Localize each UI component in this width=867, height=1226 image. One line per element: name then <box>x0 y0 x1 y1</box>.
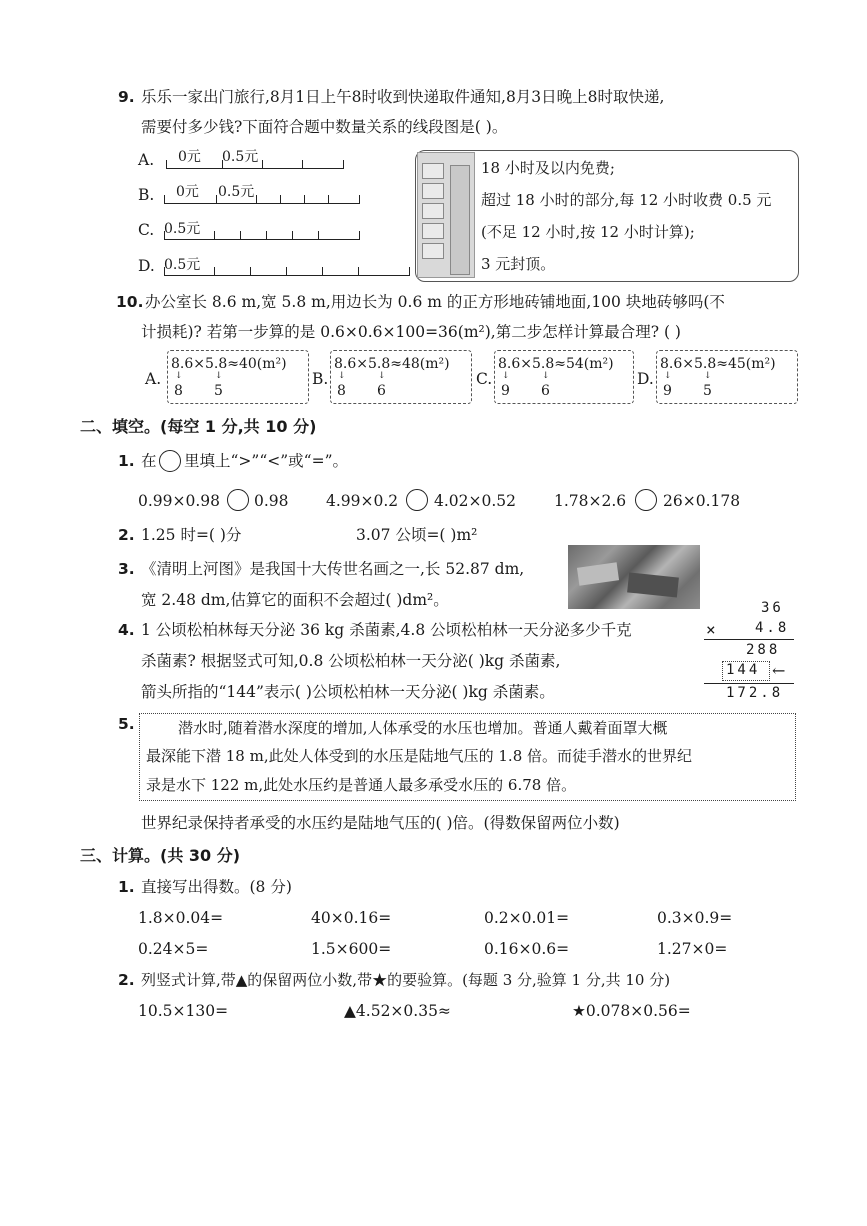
q9-option-a-tick <box>302 160 303 168</box>
q9-option-c-letter[interactable]: C. <box>138 221 155 239</box>
vertical-calc-item: ▲4.52×0.35≈ <box>344 1002 451 1020</box>
q9-option-d-tick <box>250 267 251 275</box>
vertical-row-1: 36 <box>761 600 784 616</box>
oral-calc-item: 0.3×0.9= <box>657 909 733 927</box>
arrow-left-icon: ← <box>772 661 786 680</box>
compare-left: 0.99×0.98 <box>138 492 221 510</box>
compare-circle <box>159 450 181 472</box>
pricing-rule-4: 3 元封顶。 <box>481 255 556 273</box>
q9-stem-line1: 乐乐一家出门旅行,8月1日上午8时收到快递取件通知,8月3日晚上8时取快递, <box>141 88 665 106</box>
s3-q1-title: 直接写出得数。(8 分) <box>141 878 292 896</box>
vertical-calc-item: 10.5×130= <box>138 1002 229 1020</box>
q10-option-b-expr: 8.6×5.8≈48(m²) <box>334 356 450 372</box>
s2-q2-a: 1.25 时=( )分 <box>141 526 242 544</box>
q9-option-d-tick <box>214 267 215 275</box>
compare-left: 1.78×2.6 <box>554 492 627 510</box>
q10-option-d-letter[interactable]: D. <box>637 370 654 388</box>
q9-option-c-tick <box>164 231 165 239</box>
oral-calc-item: 40×0.16= <box>311 909 392 927</box>
q10-option-c-digit: 6 <box>541 383 550 399</box>
arrow-down-icon: ↓ <box>175 371 183 381</box>
q9-option-b-tick <box>216 195 217 203</box>
s2-q3-line1: 《清明上河图》是我国十大传世名画之一,长 52.87 dm, <box>141 560 525 578</box>
compare-left: 4.99×0.2 <box>326 492 399 510</box>
section-2-title: 二、填空。(每空 1 分,共 10 分) <box>80 417 317 436</box>
s2-q5-box-line3: 录是水下 122 m,此处水压约是普通人最多承受水压的 6.78 倍。 <box>146 776 577 794</box>
compare-answer-circle[interactable] <box>635 489 657 511</box>
arrow-down-icon: ↓ <box>502 371 510 381</box>
q10-number: 10. <box>116 293 144 311</box>
s2-q1-number: 1. <box>118 452 135 470</box>
q9-option-b-tick <box>304 195 305 203</box>
q9-option-b-letter[interactable]: B. <box>138 186 155 204</box>
s2-q5-question: 世界纪录保持者承受的水压约是陆地气压的( )倍。(得数保留两位小数) <box>141 814 620 832</box>
s2-q5-box-line1: 潜水时,随着潜水深度的增加,人体承受的水压也增加。普通人戴着面罩大概 <box>178 719 668 737</box>
q10-option-a-digit: 8 <box>174 383 183 399</box>
s2-q4-line2: 杀菌素? 根据竖式可知,0.8 公顷松柏林一天分泌( )kg 杀菌素, <box>141 652 561 670</box>
q9-option-a-tick <box>222 160 223 168</box>
q9-option-a-letter[interactable]: A. <box>138 151 155 169</box>
q10-option-a-letter[interactable]: A. <box>145 370 162 388</box>
oral-calc-item: 1.27×0= <box>657 940 728 958</box>
s3-q2-number: 2. <box>118 971 135 989</box>
q9-option-a-tick <box>166 160 167 168</box>
q9-option-a-label-0: 0元 <box>178 149 201 165</box>
q10-option-c-expr: 8.6×5.8≈54(m²) <box>498 356 614 372</box>
vertical-line <box>704 683 794 684</box>
q10-stem-line2: 计损耗)? 若第一步算的是 0.6×0.6×100=36(m²),第二步怎样计算最合理? ( ) <box>141 323 681 341</box>
q10-option-d-digit: 9 <box>663 383 672 399</box>
oral-calc-item: 0.16×0.6= <box>484 940 570 958</box>
q9-option-b-tick <box>359 195 360 203</box>
q9-option-b-label-0: 0元 <box>176 184 199 200</box>
oral-calc-item: 1.8×0.04= <box>138 909 224 927</box>
s2-q4-line1: 1 公顷松柏林每天分泌 36 kg 杀菌素,4.8 公顷松柏林一天分泌多少千克 <box>141 621 632 639</box>
q9-option-c-tick <box>266 231 267 239</box>
s2-q4-number: 4. <box>118 621 135 639</box>
q9-stem-line2: 需要付多少钱?下面符合题中数量关系的线段图是( )。 <box>141 118 508 136</box>
s2-q3-number: 3. <box>118 560 135 578</box>
q10-option-b-letter[interactable]: B. <box>312 370 329 388</box>
q10-option-d-digit: 5 <box>703 383 712 399</box>
q9-option-d-tick <box>409 267 410 275</box>
compare-right: 4.02×0.52 <box>434 492 517 510</box>
vertical-line <box>704 639 794 640</box>
pricing-rule-2: 超过 18 小时的部分,每 12 小时收费 0.5 元 <box>481 191 772 209</box>
q9-option-b-tick <box>280 195 281 203</box>
s3-q1-number: 1. <box>118 878 135 896</box>
s2-q5-box-line2: 最深能下潜 18 m,此处人体受到的水压是陆地气压的 1.8 倍。而徒手潜水的世界纪 <box>146 747 693 765</box>
vertical-calc-item: ★0.078×0.56= <box>572 1002 691 1020</box>
q9-option-d-tick <box>164 267 165 275</box>
arrow-down-icon: ↓ <box>215 371 223 381</box>
oral-calc-item: 1.5×600= <box>311 940 392 958</box>
q9-option-d-letter[interactable]: D. <box>138 257 155 275</box>
s2-q3-line2: 宽 2.48 dm,估算它的面积不会超过( )dm²。 <box>141 591 449 609</box>
q9-option-d-segment <box>164 275 410 276</box>
s2-q1-post: 里填上“>”“<”或“=”。 <box>184 452 349 470</box>
arrow-down-icon: ↓ <box>378 371 386 381</box>
s2-q5-number: 5. <box>118 715 135 733</box>
s2-q2-number: 2. <box>118 526 135 544</box>
q10-option-d-expr: 8.6×5.8≈45(m²) <box>660 356 776 372</box>
multiply-sign: × <box>706 620 719 639</box>
q10-option-c-digit: 9 <box>501 383 510 399</box>
q9-option-a-tick <box>262 160 263 168</box>
q9-option-a-segment <box>166 168 344 169</box>
arrow-down-icon: ↓ <box>338 371 346 381</box>
arrow-down-icon: ↓ <box>704 371 712 381</box>
q10-option-b-digit: 8 <box>337 383 346 399</box>
q9-option-d-tick <box>322 267 323 275</box>
vertical-row-3: 288 <box>746 642 781 658</box>
pricing-rule-1: 18 小时及以内免费; <box>481 159 615 177</box>
s2-q2-b: 3.07 公顷=( )m² <box>356 526 478 544</box>
q9-option-c-tick <box>359 231 360 239</box>
q10-option-a-digit: 5 <box>214 383 223 399</box>
q9-option-a-tick <box>343 160 344 168</box>
vertical-row-2: 4.8 <box>755 620 790 636</box>
compare-right: 0.98 <box>254 492 289 510</box>
compare-answer-circle[interactable] <box>406 489 428 511</box>
s2-q4-line3: 箭头所指的“144”表示( )公顷松柏林一天分泌( )kg 杀菌素。 <box>141 683 555 701</box>
compare-answer-circle[interactable] <box>227 489 249 511</box>
q9-option-c-tick <box>214 231 215 239</box>
q9-option-a-label-1: 0.5元 <box>222 149 259 165</box>
q10-option-b-digit: 6 <box>377 383 386 399</box>
section-3-title: 三、计算。(共 30 分) <box>80 846 241 865</box>
q9-option-b-tick <box>164 195 165 203</box>
q9-option-c-tick <box>292 231 293 239</box>
q10-option-a-expr: 8.6×5.8≈40(m²) <box>171 356 287 372</box>
q9-option-b-tick <box>328 195 329 203</box>
oral-calc-item: 0.2×0.01= <box>484 909 570 927</box>
q9-option-c-segment <box>164 239 360 240</box>
q9-option-d-tick <box>358 267 359 275</box>
s3-q2-title: 列竖式计算,带▲的保留两位小数,带★的要验算。(每题 3 分,验算 1 分,共 10 分) <box>141 971 671 989</box>
s2-q1-pre: 在 <box>141 452 157 470</box>
q10-stem-line1: 办公室长 8.6 m,宽 5.8 m,用边长为 0.6 m 的正方形地砖铺地面,100 块地砖够吗(不 <box>145 293 725 311</box>
vertical-row-4: 144 <box>726 662 761 678</box>
oral-calc-item: 0.24×5= <box>138 940 209 958</box>
q9-option-b-tick <box>256 195 257 203</box>
arrow-down-icon: ↓ <box>542 371 550 381</box>
q9-number: 9. <box>118 88 135 106</box>
compare-right: 26×0.178 <box>663 492 741 510</box>
arrow-down-icon: ↓ <box>664 371 672 381</box>
pricing-rule-3: (不足 12 小时,按 12 小时计算); <box>481 223 695 241</box>
q9-option-d-label-0: 0.5元 <box>164 257 201 273</box>
q9-option-b-segment <box>164 203 360 204</box>
vertical-row-5: 172.8 <box>726 685 784 701</box>
parcel-locker-image <box>417 152 475 278</box>
q9-option-c-label-0: 0.5元 <box>164 221 201 237</box>
q9-option-d-tick <box>286 267 287 275</box>
q9-option-c-tick <box>318 231 319 239</box>
q10-option-c-letter[interactable]: C. <box>476 370 493 388</box>
q9-option-c-tick <box>240 231 241 239</box>
q9-option-b-label-1: 0.5元 <box>218 184 255 200</box>
qingming-painting-image <box>568 545 700 609</box>
